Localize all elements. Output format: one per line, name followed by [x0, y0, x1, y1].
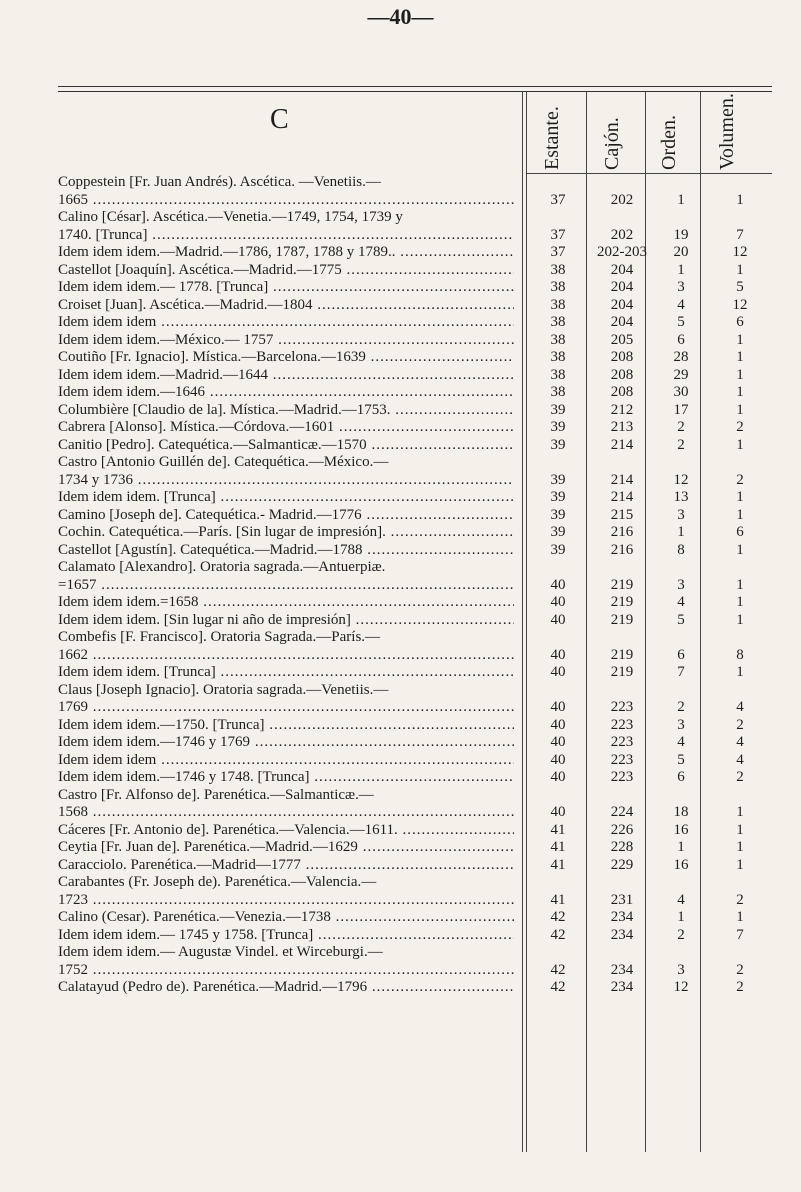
entry-text [58, 857, 520, 875]
entry-cajon: 208 [610, 384, 634, 400]
entry-cajon: 219 [610, 611, 634, 628]
entry-estante: 38 [550, 331, 566, 348]
entry-orden: 29 [673, 366, 689, 383]
entry-line: Cáceres [Fr. Antonio de]. Parenética.—Valencia.—1611. ..... [58, 822, 514, 840]
entry-volumen: 12 [732, 296, 748, 313]
catalog-entry [58, 297, 772, 315]
entry-line: 1723 ..... [58, 892, 514, 910]
entry-orden: 5 [677, 314, 685, 330]
entry-volumen: 2 [736, 769, 744, 785]
entry-estante: 41 [550, 891, 566, 908]
entry-cajon: 204 [610, 314, 634, 330]
entry-orden: 19 [673, 226, 689, 243]
catalog-entry [58, 542, 772, 560]
entry-text [58, 437, 520, 455]
entry-cajon: 223 [610, 734, 634, 750]
entry-line: Claus [Joseph Ignacio]. Oratoria sagrada.—Venetiis.— [58, 681, 389, 698]
catalog-entry [58, 769, 772, 787]
entry-line: Idem idem idem.— Augustæ Vindel. et Wirceburgi.— [58, 944, 383, 960]
catalog-entry [58, 349, 772, 367]
entry-line: Cabrera [Alonso]. Mística.—Córdova.—1601 ..... [58, 419, 514, 437]
entry-line: Castro [Fr. Alfonso de]. Parenética.—Salmanticæ.— [58, 786, 374, 803]
entry-orden: 6 [677, 769, 685, 785]
entry-estante: 40 [550, 611, 566, 628]
entry-volumen: 1 [736, 349, 744, 365]
entry-orden: 3 [677, 506, 685, 523]
entry-cajon: 214 [610, 471, 634, 488]
entry-line: Castro [Antonio Guillén de]. Catequética.—México.— [58, 454, 389, 470]
entry-line: =1657 ..... [58, 577, 514, 595]
entry-estante: 40 [550, 716, 566, 733]
entry-cajon: 223 [610, 699, 634, 715]
entry-line: Idem idem idem.—1646 ..... [58, 384, 514, 402]
entry-orden: 3 [677, 576, 685, 593]
entry-volumen: 2 [736, 891, 744, 908]
entry-volumen: 5 [736, 279, 744, 295]
column-header-estante: Estante. [541, 106, 563, 170]
entry-text [58, 384, 520, 402]
entry-line: Idem idem idem ..... [58, 314, 514, 332]
entry-cajon: 223 [610, 751, 634, 768]
entry-line: 1752 ..... [58, 962, 514, 980]
entry-estante: 40 [550, 699, 566, 715]
entry-volumen: 7 [736, 926, 744, 943]
entry-cajon: 214 [610, 489, 634, 505]
entry-cajon: 208 [610, 349, 634, 365]
entry-text [58, 454, 520, 489]
catalog-entry [58, 437, 772, 455]
entry-text [58, 594, 520, 612]
entry-text [58, 419, 520, 437]
entry-line: Coutiño [Fr. Ignacio]. Mística.—Barcelona.—1639 ..... [58, 349, 514, 367]
catalog-entry [58, 839, 772, 857]
entry-text [58, 524, 520, 542]
entry-text [58, 944, 520, 979]
entry-volumen: 1 [736, 506, 744, 523]
entry-estante: 39 [550, 401, 566, 418]
entry-line: Canitio [Pedro]. Catequética.—Salmanticæ.—1570 ..... [58, 437, 514, 455]
entry-cajon: 204 [610, 261, 634, 278]
entry-orden: 6 [677, 646, 685, 663]
entry-text [58, 174, 520, 209]
entry-line: Camino [Joseph de]. Catequética.- Madrid.—1776 ..... [58, 507, 514, 525]
entry-orden: 4 [677, 891, 685, 908]
catalog-entry [58, 874, 772, 909]
entry-volumen: 2 [736, 716, 744, 733]
entry-text [58, 839, 520, 857]
entry-estante: 39 [550, 524, 566, 540]
entry-cajon: 234 [610, 926, 634, 943]
catalog-entry [58, 489, 772, 507]
entry-text [58, 909, 520, 927]
entry-cajon: 224 [610, 804, 634, 820]
entry-text [58, 507, 520, 525]
catalog-entry [58, 717, 772, 735]
catalog-entry [58, 629, 772, 664]
entry-estante: 38 [550, 384, 566, 400]
entry-cajon: 216 [610, 524, 634, 540]
entry-volumen: 1 [736, 401, 744, 418]
entry-text [58, 979, 520, 997]
entry-orden: 4 [677, 594, 685, 610]
entry-volumen: 1 [736, 331, 744, 348]
entry-line: Ceytia [Fr. Juan de]. Parenética.—Madrid.—1629 ..... [58, 839, 514, 857]
entry-orden: 28 [673, 349, 689, 365]
entry-text [58, 752, 520, 770]
entry-line: Columbière [Claudio de la]. Mística.—Madrid.—1753. ..... [58, 402, 514, 420]
entry-text [58, 297, 520, 315]
entry-cajon: 223 [610, 716, 634, 733]
catalog-entry [58, 752, 772, 770]
entry-orden: 12 [673, 979, 689, 995]
entry-volumen: 1 [736, 594, 744, 610]
catalog-entry [58, 402, 772, 420]
entry-estante: 40 [550, 664, 566, 680]
entry-text [58, 402, 520, 420]
entry-line: 1734 y 1736 ..... [58, 472, 514, 490]
entry-estante: 38 [550, 314, 566, 330]
entry-text [58, 559, 520, 594]
entry-cajon: 219 [610, 594, 634, 610]
entry-text [58, 262, 520, 280]
entry-estante: 39 [550, 541, 566, 558]
entry-cajon: 231 [610, 891, 634, 908]
entry-volumen: 7 [736, 226, 744, 243]
column-header-cajon: Cajón. [601, 117, 623, 170]
entry-line: Calino (Cesar). Parenética.—Venezia.—1738 ..... [58, 909, 514, 927]
entry-line: Idem idem idem. [Trunca] ..... [58, 664, 514, 682]
entry-orden: 5 [677, 751, 685, 768]
catalog-entry [58, 524, 772, 542]
entry-orden: 6 [677, 331, 685, 348]
catalog-entry [58, 979, 772, 997]
entry-text [58, 664, 520, 682]
entry-estante: 42 [550, 961, 566, 978]
entry-volumen: 1 [736, 821, 744, 838]
catalog-entry [58, 507, 772, 525]
entry-volumen: 12 [732, 244, 748, 260]
entry-orden: 3 [677, 961, 685, 978]
entry-orden: 4 [677, 296, 685, 313]
entry-orden: 4 [677, 734, 685, 750]
entry-orden: 12 [673, 471, 689, 488]
entry-orden: 2 [677, 699, 685, 715]
catalog-entry [58, 454, 772, 489]
entry-text [58, 629, 520, 664]
entry-volumen: 8 [736, 646, 744, 663]
entry-orden: 2 [677, 436, 685, 453]
entry-estante: 41 [550, 821, 566, 838]
entry-text [58, 244, 520, 262]
entry-cajon: 202 [610, 191, 634, 208]
entry-estante: 40 [550, 646, 566, 663]
catalog-entry [58, 909, 772, 927]
catalog-entry [58, 419, 772, 437]
entry-line: 1740. [Trunca] ..... [58, 227, 514, 245]
catalog-entries [58, 174, 772, 997]
entry-text [58, 769, 520, 787]
entry-estante: 41 [550, 856, 566, 873]
entry-cajon: 229 [610, 856, 634, 873]
entry-estante: 40 [550, 576, 566, 593]
entry-estante: 39 [550, 506, 566, 523]
entry-cajon: 215 [610, 506, 634, 523]
entry-volumen: 1 [736, 664, 744, 680]
entry-line: Idem idem idem. [Sin lugar ni año de impresión] ..... [58, 612, 514, 630]
entry-orden: 7 [677, 664, 685, 680]
entry-volumen: 4 [736, 699, 744, 715]
catalog-entry [58, 209, 772, 244]
entry-cajon: 234 [610, 979, 634, 995]
entry-orden: 1 [677, 909, 685, 925]
entry-cajon: 205 [610, 331, 634, 348]
entry-volumen: 4 [736, 751, 744, 768]
entry-line: Calamato [Alexandro]. Oratoria sagrada.—Antuerpiæ. [58, 559, 386, 575]
entry-cajon: 228 [610, 839, 634, 855]
entry-estante: 42 [550, 909, 566, 925]
entry-line: Cochin. Catequética.—París. [Sin lugar de impresión]. ..... [58, 524, 514, 542]
entry-line: Idem idem idem.—1746 y 1748. [Trunca] ..... [58, 769, 514, 787]
entry-volumen: 2 [736, 961, 744, 978]
catalog-entry [58, 612, 772, 630]
top-rule-thin [58, 91, 772, 92]
entry-orden: 8 [677, 541, 685, 558]
entry-orden: 1 [677, 191, 685, 208]
entry-line: Combefis [F. Francisco]. Oratoria Sagrada.—París.— [58, 629, 381, 645]
entry-orden: 2 [677, 926, 685, 943]
catalog-entry [58, 384, 772, 402]
entry-volumen: 1 [736, 856, 744, 873]
entry-text [58, 367, 520, 385]
entry-volumen: 1 [736, 191, 744, 208]
entry-volumen: 1 [736, 436, 744, 453]
entry-cajon: 214 [610, 436, 634, 453]
entry-line: Idem idem idem.—Madrid.—1786, 1787, 1788 y 1789.. ..... [58, 244, 514, 262]
entry-line: Croiset [Juan]. Ascética.—Madrid.—1804 ..... [58, 297, 514, 315]
entry-volumen: 1 [736, 611, 744, 628]
entry-text [58, 314, 520, 332]
catalog-entry [58, 734, 772, 752]
catalog-entry [58, 682, 772, 717]
catalog-entry [58, 262, 772, 280]
entry-volumen: 1 [736, 261, 744, 278]
entry-orden: 1 [677, 839, 685, 855]
entry-orden: 17 [673, 401, 689, 418]
entry-cajon: 212 [610, 401, 634, 418]
entry-cajon: 223 [610, 769, 634, 785]
catalog-entry [58, 787, 772, 822]
entry-estante: 37 [550, 244, 566, 260]
entry-volumen: 2 [736, 979, 744, 995]
entry-cajon: 219 [610, 576, 634, 593]
catalog-entry [58, 857, 772, 875]
entry-estante: 41 [550, 839, 566, 855]
entry-cajon: 219 [610, 664, 634, 680]
entry-orden: 3 [677, 279, 685, 295]
entry-line: 1662 ..... [58, 647, 514, 665]
entry-text [58, 349, 520, 367]
entry-line: 1665 ..... [58, 192, 514, 210]
entry-text [58, 787, 520, 822]
entry-estante: 38 [550, 366, 566, 383]
entry-volumen: 1 [736, 839, 744, 855]
entry-orden: 1 [677, 261, 685, 278]
entry-estante: 38 [550, 349, 566, 365]
entry-line: Idem idem idem.=1658 ..... [58, 594, 514, 612]
entry-estante: 39 [550, 436, 566, 453]
entry-volumen: 1 [736, 366, 744, 383]
entry-volumen: 1 [736, 576, 744, 593]
entry-text [58, 489, 520, 507]
entry-cajon: 219 [610, 646, 634, 663]
entry-estante: 37 [550, 226, 566, 243]
column-header-volumen: Volumen. [716, 93, 738, 170]
entry-volumen: 1 [736, 384, 744, 400]
entry-estante: 42 [550, 979, 566, 995]
entry-orden: 3 [677, 716, 685, 733]
entry-cajon: 234 [610, 961, 634, 978]
entry-line: Idem idem idem.—Madrid.—1644 ..... [58, 367, 514, 385]
catalog-entry [58, 279, 772, 297]
entry-line: Castellot [Agustín]. Catequética.—Madrid.—1788 ..... [58, 542, 514, 560]
entry-volumen: 2 [736, 471, 744, 488]
entry-line: Calatayud (Pedro de). Parenética.—Madrid.—1796 ..... [58, 979, 514, 997]
entry-text [58, 927, 520, 945]
entry-text [58, 332, 520, 350]
entry-line: Idem idem idem.—1750. [Trunca] ..... [58, 717, 514, 735]
catalog-entry [58, 174, 772, 209]
entry-volumen: 1 [736, 489, 744, 505]
entry-line: 1769 ..... [58, 699, 514, 717]
entry-estante: 39 [550, 471, 566, 488]
entry-cajon: 216 [610, 541, 634, 558]
page-number: —40— [367, 4, 434, 29]
entry-line: Coppestein [Fr. Juan Andrés). Ascética. —Venetiis.— [58, 174, 381, 190]
entry-line: Idem idem idem.— 1778. [Trunca] ..... [58, 279, 514, 297]
entry-estante: 39 [550, 489, 566, 505]
entry-text [58, 682, 520, 717]
entry-volumen: 6 [736, 314, 744, 330]
entry-volumen: 6 [736, 524, 744, 540]
entry-line: Castellot [Joaquín]. Ascética.—Madrid.—1775 ..... [58, 262, 514, 280]
entry-cajon: 202-203 [597, 244, 647, 260]
entry-volumen: 1 [736, 541, 744, 558]
entry-orden: 16 [673, 821, 689, 838]
entry-cajon: 204 [610, 296, 634, 313]
entry-cajon: 226 [610, 821, 634, 838]
entry-line: Idem idem idem.—México.— 1757 ..... [58, 332, 514, 350]
catalog-entry [58, 822, 772, 840]
entry-text [58, 874, 520, 909]
entry-orden: 16 [673, 856, 689, 873]
entry-line: Calino [César]. Ascética.—Venetia.—1749, 1754, 1739 y [58, 209, 403, 225]
entry-line: Carabantes (Fr. Joseph de). Parenética.—Valencia.— [58, 874, 377, 890]
entry-text [58, 734, 520, 752]
entry-cajon: 208 [610, 366, 634, 383]
entry-estante: 40 [550, 769, 566, 785]
entry-cajon: 234 [610, 909, 634, 925]
entry-estante: 42 [550, 926, 566, 943]
entry-cajon: 213 [610, 419, 634, 435]
entry-line: Idem idem idem.—1746 y 1769 ..... [58, 734, 514, 752]
entry-line: Caracciolo. Parenética.—Madrid—1777 ..... [58, 857, 514, 875]
entry-line: 1568 ..... [58, 804, 514, 822]
entry-text [58, 209, 520, 244]
catalog-entry [58, 664, 772, 682]
entry-line: Idem idem idem.— 1745 y 1758. [Trunca] ..... [58, 927, 514, 945]
entry-volumen: 2 [736, 419, 744, 435]
entry-line: Idem idem idem. [Trunca] ..... [58, 489, 514, 507]
entry-volumen: 1 [736, 909, 744, 925]
section-letter: C [270, 104, 289, 135]
entry-orden: 20 [673, 244, 689, 260]
entry-orden: 1 [677, 524, 685, 540]
catalog-entry [58, 244, 772, 262]
entry-estante: 40 [550, 734, 566, 750]
entry-orden: 5 [677, 611, 685, 628]
entry-orden: 30 [673, 384, 689, 400]
entry-text [58, 612, 520, 630]
catalog-entry [58, 332, 772, 350]
entry-estante: 40 [550, 751, 566, 768]
entry-estante: 38 [550, 279, 566, 295]
catalog-entry [58, 314, 772, 332]
entry-line: Idem idem idem ..... [58, 752, 514, 770]
entry-volumen: 4 [736, 734, 744, 750]
catalog-entry [58, 367, 772, 385]
entry-text [58, 717, 520, 735]
entry-orden: 2 [677, 419, 685, 435]
entry-cajon: 202 [610, 226, 634, 243]
catalog-entry [58, 594, 772, 612]
entry-estante: 38 [550, 296, 566, 313]
column-header-orden: Orden. [658, 115, 680, 170]
entry-estante: 37 [550, 191, 566, 208]
entry-orden: 13 [673, 489, 689, 505]
entry-text [58, 279, 520, 297]
catalog-entry [58, 927, 772, 945]
entry-orden: 18 [673, 804, 689, 820]
entry-volumen: 1 [736, 804, 744, 820]
entry-cajon: 204 [610, 279, 634, 295]
catalog-entry [58, 559, 772, 594]
entry-estante: 38 [550, 261, 566, 278]
catalog-entry [58, 944, 772, 979]
entry-estante: 40 [550, 594, 566, 610]
entry-estante: 40 [550, 804, 566, 820]
entry-text [58, 542, 520, 560]
entry-text [58, 822, 520, 840]
top-rule [58, 86, 772, 87]
entry-estante: 39 [550, 419, 566, 435]
